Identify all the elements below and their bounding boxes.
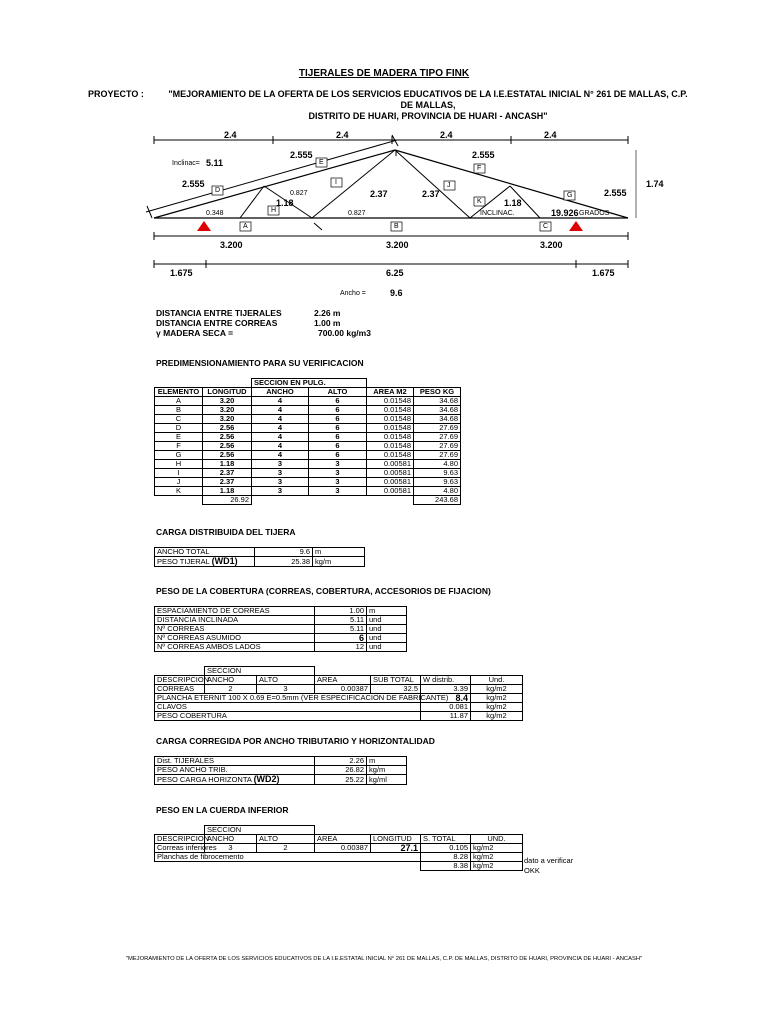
label: ANCHO TOTAL — [157, 547, 210, 556]
predim-heading: PREDIMENSIONAMIENTO PARA SU VERIFICACION — [156, 358, 364, 368]
cell: 3 — [252, 469, 309, 478]
cell: 3 — [309, 469, 367, 478]
cell: 6 — [309, 406, 367, 415]
param-row — [156, 308, 341, 318]
cell: 27.69 — [414, 442, 461, 451]
cell: 3 — [205, 844, 257, 853]
cell: 3 — [252, 487, 309, 496]
web-118-a: 1.18 — [276, 198, 294, 208]
cell: und — [367, 643, 407, 652]
blank-cell — [155, 496, 203, 505]
cell: 2.37 — [203, 478, 252, 487]
blank-cell — [367, 496, 414, 505]
table-row — [155, 862, 523, 871]
cell: m — [367, 607, 407, 616]
cell: 4 — [252, 406, 309, 415]
cell: 6 — [309, 433, 367, 442]
cell: 0.00581 — [367, 487, 414, 496]
bottom-dim-1: 3.200 — [220, 240, 243, 250]
cell: 0.00581 — [367, 469, 414, 478]
cell: 34.68 — [414, 397, 461, 406]
top-dim-2: 2.4 — [336, 130, 349, 140]
web-0827-b: 0.827 — [348, 210, 366, 217]
label-wd2: (WD2) — [253, 774, 280, 784]
cell: ESPACIAMIENTO DE CORREAS — [155, 607, 315, 616]
label: PESO CARGA HORIZONTA — [157, 775, 252, 784]
element-letter-g: G — [567, 192, 573, 199]
col-header: ALTO — [257, 835, 315, 844]
cell: 0.01548 — [367, 433, 414, 442]
cell: kg/m2 — [471, 694, 523, 703]
param-value: 2.26 m — [314, 308, 341, 318]
cell: 3 — [309, 460, 367, 469]
col-header: LONGITUD — [203, 388, 252, 397]
cell: 0.00581 — [367, 478, 414, 487]
cell: kg/m2 — [471, 712, 523, 721]
cell: F — [155, 442, 203, 451]
cell: 4 — [252, 433, 309, 442]
section-group-header: SECCION EN PULG. — [252, 379, 367, 388]
col-header: ALTO — [309, 388, 367, 397]
cell: 4 — [252, 424, 309, 433]
cell: Nº CORREAS ASUMIDO — [155, 634, 315, 643]
col-header: AREA — [315, 835, 371, 844]
col-header: UND. — [471, 835, 523, 844]
cell: kg/m2 — [471, 853, 523, 862]
table-row — [155, 469, 461, 478]
cell: 6 — [309, 451, 367, 460]
web-237-b: 2.37 — [422, 189, 440, 199]
cell: 2 — [205, 685, 257, 694]
cell: 2.26 — [315, 757, 367, 766]
predim-table — [154, 378, 461, 505]
cell: 3.20 — [203, 397, 252, 406]
cell: 0.01548 — [367, 451, 414, 460]
label-wd1: (WD1) — [211, 556, 238, 566]
cell: PESO ANCHO TRIB. — [155, 766, 315, 775]
element-letter-e: E — [319, 159, 324, 166]
cell: 27.69 — [414, 424, 461, 433]
cell: 8.4 — [421, 694, 471, 703]
cell: m — [313, 548, 365, 557]
cell: 27.69 — [414, 451, 461, 460]
corregida-heading: CARGA CORREGIDA POR ANCHO TRIBUTARIO Y HORIZONTALIDAD — [156, 736, 435, 746]
top-dim-4: 2.4 — [544, 130, 557, 140]
element-letter-a: A — [243, 223, 248, 230]
col-header: AREA M2 — [367, 388, 414, 397]
cell: DISTANCIA INCLINADA — [155, 616, 315, 625]
cell: 2.56 — [203, 424, 252, 433]
cell: und — [367, 625, 407, 634]
table-row — [155, 712, 523, 721]
cell: 0.01548 — [367, 424, 414, 433]
cell: 12 — [315, 643, 367, 652]
param-value: 700.00 kg/m3 — [318, 328, 371, 338]
cell: 3.39 — [421, 685, 471, 694]
cell: kg/m2 — [471, 862, 523, 871]
param-label: γ MADERA SECA = — [156, 328, 234, 338]
cell: 25.22 — [315, 775, 367, 785]
cell: 2.37 — [203, 469, 252, 478]
inclined-extension-line — [146, 140, 397, 212]
table-row — [155, 460, 461, 469]
col-header: SUB TOTAL — [371, 676, 421, 685]
params-block — [156, 308, 371, 338]
ancho-label: Ancho = — [340, 290, 366, 297]
cell: 32.5 — [371, 685, 421, 694]
cell: 6 — [309, 415, 367, 424]
cell: PESO COBERTURA — [155, 712, 421, 721]
cobertura-heading: PESO DE LA COBERTURA (CORREAS, COBERTURA, ACCESORIOS DE FIJACION) — [156, 586, 491, 596]
cobertura-detail-table — [154, 666, 523, 721]
col-header: PESO KG — [414, 388, 461, 397]
table-row — [155, 433, 461, 442]
left-support-icon — [197, 221, 211, 231]
planchas-note: dato a verificar — [524, 856, 574, 865]
col-header: ELEMENTO — [155, 388, 203, 397]
cell: kg/m — [367, 766, 407, 775]
bottom-dim-2: 3.200 — [386, 240, 409, 250]
cell: E — [155, 433, 203, 442]
cell: Nº CORREAS AMBOS LADOS — [155, 643, 315, 652]
col-header: Und. — [471, 676, 523, 685]
cell: kg/ml — [367, 775, 407, 785]
element-letter-i: I — [335, 179, 337, 186]
col-header: DESCRIPCION — [155, 835, 205, 844]
inclinac-word: INCLINAC. — [480, 210, 515, 217]
cell: 1.18 — [203, 487, 252, 496]
carga-table — [154, 547, 365, 567]
web-0827-a: 0.827 — [290, 190, 308, 197]
cell: 8.28 — [421, 853, 471, 862]
overall-right: 1.675 — [592, 268, 615, 278]
table-row — [155, 442, 461, 451]
cell: 5.11 — [315, 625, 367, 634]
cell: B — [155, 406, 203, 415]
table-row — [155, 548, 365, 557]
col-header: ANCHO — [252, 388, 309, 397]
label: PESO TIJERAL — [157, 557, 210, 566]
cell: 0.00387 — [315, 844, 371, 853]
cell: 26.82 — [315, 766, 367, 775]
cell: 4 — [252, 415, 309, 424]
cell: 4 — [252, 397, 309, 406]
table-row — [155, 406, 461, 415]
web-mark — [314, 223, 322, 230]
col-header: ANCHO — [205, 676, 257, 685]
cell: A — [155, 397, 203, 406]
cell: 9.63 — [414, 478, 461, 487]
table-row — [155, 478, 461, 487]
top-dim-3: 2.4 — [440, 130, 453, 140]
grados-label: GRADOS — [579, 210, 610, 217]
cell: 2.56 — [203, 451, 252, 460]
cell: Correas inferiores — [155, 844, 205, 853]
cell: 1.18 — [203, 460, 252, 469]
table-row — [155, 397, 461, 406]
cell: m — [367, 757, 407, 766]
param-value: 1.00 m — [314, 318, 341, 328]
cell: 34.68 — [414, 415, 461, 424]
element-letter-h: H — [271, 207, 277, 214]
cell: Nº CORREAS — [155, 625, 315, 634]
cell: 3 — [309, 478, 367, 487]
cell: PLANCHA ETERNIT 100 X 0.69 E=0.5mm (VER ESPECIFICACION DE FABRICANTE) — [155, 694, 421, 703]
element-letter-b: B — [394, 223, 399, 230]
overall-mid: 6.25 — [386, 268, 404, 278]
element-letter-j: J — [447, 182, 451, 189]
col-header: W distrib. — [421, 676, 471, 685]
project-line-1: "MEJORAMIENTO DE LA OFERTA DE LOS SERVICIOS EDUCATIVOS DE LA I.E.ESTATAL INICIAL N° 261 DE MALLAS, C.P. DE MALLAS, — [168, 89, 688, 110]
web-237-a: 2.37 — [370, 189, 388, 199]
right-support-icon — [569, 221, 583, 231]
cell: D — [155, 424, 203, 433]
bottom-dim-3: 3.200 — [540, 240, 563, 250]
cell: H — [155, 460, 203, 469]
param-label: DISTANCIA ENTRE TIJERALES — [156, 308, 282, 318]
cell: 9.63 — [414, 469, 461, 478]
cell: 6 — [309, 397, 367, 406]
height-value: 1.74 — [646, 179, 664, 189]
inclinac-value: 5.11 — [206, 158, 224, 168]
element-letter-k: K — [477, 198, 482, 205]
cell: 2 — [257, 844, 315, 853]
cell: K — [155, 487, 203, 496]
cell: kg/m — [313, 557, 365, 567]
inferior-table — [154, 825, 523, 871]
cell: 0.01548 — [367, 406, 414, 415]
cell: kg/m2 — [471, 844, 523, 853]
cell: 1.00 — [315, 607, 367, 616]
cell: CLAVOS — [155, 703, 421, 712]
cell: Dist. TIJERALES — [155, 757, 315, 766]
cell: J — [155, 478, 203, 487]
cell — [155, 548, 255, 557]
cell: 4.80 — [414, 460, 461, 469]
overall-left: 1.675 — [170, 268, 193, 278]
cell: 4.80 — [414, 487, 461, 496]
cell: 27.69 — [414, 433, 461, 442]
cell: 6 — [315, 634, 367, 643]
inclinac-label: Inclinac= — [172, 160, 200, 167]
col-header: DESCRIPCION — [155, 676, 205, 685]
cell: 8.38 — [421, 862, 471, 871]
table-row — [155, 415, 461, 424]
cell: 5.11 — [315, 616, 367, 625]
web-right-main — [395, 150, 470, 218]
col-header: LONGITUD — [371, 835, 421, 844]
cell: 0.00387 — [315, 685, 371, 694]
blank-cell — [252, 496, 309, 505]
cell: und — [367, 634, 407, 643]
col-header: AREA — [315, 676, 371, 685]
table-row — [155, 766, 407, 775]
section-group-header: SECCION — [205, 667, 315, 676]
cell: 0.01548 — [367, 397, 414, 406]
cell: 3 — [252, 460, 309, 469]
cell: CORREAS — [155, 685, 205, 694]
cell: 27.1 — [371, 844, 421, 853]
len-right: 2.555 — [604, 188, 627, 198]
web-118-b: 1.18 — [504, 198, 522, 208]
cell: 0.01548 — [367, 415, 414, 424]
truss-diagram — [0, 0, 768, 300]
table-row — [155, 487, 461, 496]
cell: 0.081 — [421, 703, 471, 712]
cell: 3.20 — [203, 406, 252, 415]
element-letter-f: F — [477, 165, 482, 172]
cell: 3 — [257, 685, 315, 694]
corregida-table — [154, 756, 407, 785]
param-row — [156, 318, 341, 328]
cell: G — [155, 451, 203, 460]
cell: 0.00581 — [367, 460, 414, 469]
cell: kg/m2 — [471, 685, 523, 694]
page-footer: "MEJORAMIENTO DE LA OFERTA DE LOS SERVICIOS EDUCATIVOS DE LA I.E.ESTATAL INICIAL N° 261 DE MALLAS, C.P. DE MALLAS, DISTRITO DE HUARI, PROVINCIA DE HUARI - ANCASH" — [125, 956, 643, 962]
blank-cell — [155, 862, 421, 871]
col-header: ANCHO — [205, 835, 257, 844]
cell — [155, 775, 315, 785]
element-letter-d: D — [215, 187, 221, 194]
cell: Planchas de fibrocemento — [155, 853, 421, 862]
cell: 25.38 — [255, 557, 313, 567]
section-group-header: SECCION — [205, 826, 315, 835]
angle-value: 19.926 — [551, 208, 579, 218]
cell: C — [155, 415, 203, 424]
cell: 2.56 — [203, 433, 252, 442]
cell: 2.56 — [203, 442, 252, 451]
totals-row — [155, 496, 461, 505]
table-row — [155, 775, 407, 785]
len-top-left: 2.555 — [290, 150, 313, 160]
cell: I — [155, 469, 203, 478]
table-row — [155, 424, 461, 433]
cell: 0.105 — [421, 844, 471, 853]
param-label: DISTANCIA ENTRE CORREAS — [156, 318, 278, 328]
inferior-heading: PESO EN LA CUERDA INFERIOR — [156, 805, 289, 815]
cell — [155, 557, 255, 567]
table-row — [155, 451, 461, 460]
cell: 3.20 — [203, 415, 252, 424]
top-dim-1: 2.4 — [224, 130, 237, 140]
col-header: S. TOTAL — [421, 835, 471, 844]
cell: 3 — [252, 478, 309, 487]
cell: 3 — [309, 487, 367, 496]
blank-cell — [309, 496, 367, 505]
page-title: TIJERALES DE MADERA TIPO FINK — [298, 68, 470, 79]
cell: 6 — [309, 442, 367, 451]
len-left: 2.555 — [182, 179, 205, 189]
cell: kg/m2 — [471, 703, 523, 712]
col-header: ALTO — [257, 676, 315, 685]
element-letter-c: C — [543, 223, 549, 230]
cell: 9.6 — [255, 548, 313, 557]
total-weight: 243.68 — [414, 496, 461, 505]
table-row — [155, 643, 407, 652]
project-line-2: DISTRITO DE HUARI, PROVINCIA DE HUARI - ANCASH" — [308, 111, 548, 121]
total-length: 26.92 — [203, 496, 252, 505]
ancho-value: 9.6 — [390, 288, 403, 298]
cell: 4 — [252, 451, 309, 460]
param-row — [156, 328, 371, 338]
cell: 4 — [252, 442, 309, 451]
cell: 6 — [309, 424, 367, 433]
cell: und — [367, 616, 407, 625]
cobertura-table — [154, 606, 407, 652]
val-0348: 0.348 — [206, 210, 224, 217]
carga-heading: CARGA DISTRIBUIDA DEL TIJERA — [156, 527, 296, 537]
len-top-right: 2.555 — [472, 150, 495, 160]
cell: 34.68 — [414, 406, 461, 415]
cell: 0.01548 — [367, 442, 414, 451]
table-row — [155, 557, 365, 567]
total-note: OKK — [524, 866, 540, 875]
cell: 11.87 — [421, 712, 471, 721]
project-label: PROYECTO : — [88, 89, 144, 99]
